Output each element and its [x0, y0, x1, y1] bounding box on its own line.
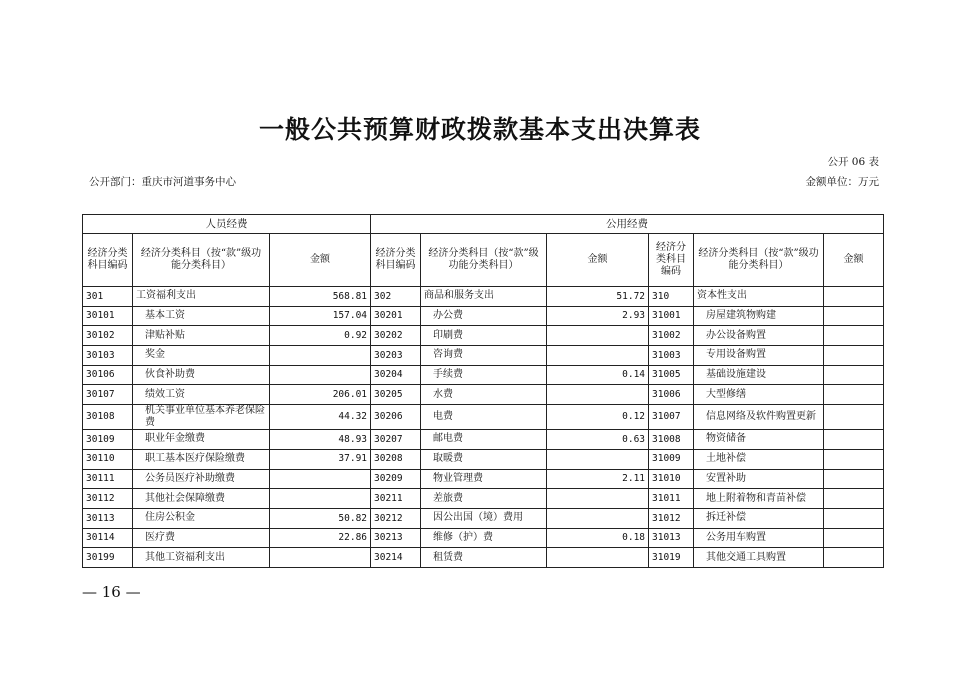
code-cell: 30108	[83, 405, 133, 430]
amount-cell: 0.92	[270, 326, 371, 346]
header-name: 经济分类科目（按“款”级功能分类科目）	[694, 234, 824, 287]
code-cell: 30114	[83, 528, 133, 548]
code-cell: 30201	[371, 306, 421, 326]
amount-cell: 37.91	[270, 449, 371, 469]
amount-cell	[547, 548, 649, 568]
table-row	[83, 528, 884, 548]
amount-cell	[547, 489, 649, 509]
code-cell: 302	[371, 287, 421, 307]
item-name-cell: 资本性支出	[694, 287, 824, 307]
code-cell: 30109	[83, 430, 133, 450]
page-title: 一般公共预算财政拨款基本支出决算表	[258, 115, 701, 144]
amount-cell	[270, 548, 371, 568]
item-name-cell: 土地补偿	[694, 449, 824, 469]
code-cell: 30110	[83, 449, 133, 469]
table-row	[83, 326, 884, 346]
code-cell: 30211	[371, 489, 421, 509]
table-row	[83, 489, 884, 509]
group-header-personnel: 人员经费	[83, 215, 371, 234]
amount-cell	[824, 365, 884, 385]
item-name-cell: 专用设备购置	[694, 346, 824, 366]
amount-cell	[824, 306, 884, 326]
item-name-cell: 物业管理费	[421, 469, 547, 489]
header-name: 经济分类科目（按“款”级功能分类科目）	[421, 234, 547, 287]
code-cell: 31005	[649, 365, 694, 385]
code-cell: 30113	[83, 508, 133, 528]
code-cell: 31012	[649, 508, 694, 528]
unit-label: 金额单位：万元	[805, 176, 879, 188]
code-cell: 30107	[83, 385, 133, 405]
item-name-cell: 绩效工资	[133, 385, 270, 405]
amount-cell: 0.12	[547, 405, 649, 430]
code-cell: 31010	[649, 469, 694, 489]
amount-cell	[824, 548, 884, 568]
amount-cell	[824, 528, 884, 548]
code-cell: 30207	[371, 430, 421, 450]
item-name-cell: 基本工资	[133, 306, 270, 326]
code-cell: 30205	[371, 385, 421, 405]
code-cell: 30213	[371, 528, 421, 548]
item-name-cell: 取暖费	[421, 449, 547, 469]
table-row	[83, 405, 884, 430]
expenditure-table	[82, 214, 884, 568]
item-name-cell: 其他社会保障缴费	[133, 489, 270, 509]
code-cell: 30202	[371, 326, 421, 346]
code-cell: 31006	[649, 385, 694, 405]
amount-cell: 0.18	[547, 528, 649, 548]
code-cell: 301	[83, 287, 133, 307]
page-number: — 16 —	[82, 583, 141, 601]
amount-cell	[270, 469, 371, 489]
amount-cell	[824, 346, 884, 366]
amount-cell	[547, 449, 649, 469]
code-cell: 30204	[371, 365, 421, 385]
item-name-cell: 差旅费	[421, 489, 547, 509]
item-name-cell: 因公出国（境）费用	[421, 508, 547, 528]
item-name-cell: 其他工资福利支出	[133, 548, 270, 568]
item-name-cell: 邮电费	[421, 430, 547, 450]
code-cell: 30112	[83, 489, 133, 509]
item-name-cell: 房屋建筑物购建	[694, 306, 824, 326]
item-name-cell: 水费	[421, 385, 547, 405]
amount-cell: 157.04	[270, 306, 371, 326]
header-amount: 金额	[824, 234, 884, 287]
code-cell: 30214	[371, 548, 421, 568]
item-name-cell: 商品和服务支出	[421, 287, 547, 307]
amount-cell	[547, 346, 649, 366]
code-cell: 30206	[371, 405, 421, 430]
item-name-cell: 咨询费	[421, 346, 547, 366]
amount-cell	[824, 469, 884, 489]
code-cell: 31002	[649, 326, 694, 346]
amount-cell	[824, 430, 884, 450]
table-number: 公开 06 表	[827, 156, 879, 168]
amount-cell	[824, 326, 884, 346]
item-name-cell: 信息网络及软件购置更新	[694, 405, 824, 430]
code-cell: 30209	[371, 469, 421, 489]
header-amount: 金额	[270, 234, 371, 287]
item-name-cell: 医疗费	[133, 528, 270, 548]
code-cell: 31007	[649, 405, 694, 430]
table-row	[83, 346, 884, 366]
table-row	[83, 508, 884, 528]
header-code: 经济分类科目编码	[649, 234, 694, 287]
amount-cell	[824, 508, 884, 528]
item-name-cell: 伙食补助费	[133, 365, 270, 385]
item-name-cell: 职业年金缴费	[133, 430, 270, 450]
item-name-cell: 机关事业单位基本养老保险费	[133, 405, 270, 430]
amount-cell: 568.81	[270, 287, 371, 307]
header-name: 经济分类科目（按“款”级功能分类科目）	[133, 234, 270, 287]
amount-cell: 206.01	[270, 385, 371, 405]
item-name-cell: 办公设备购置	[694, 326, 824, 346]
amount-cell: 44.32	[270, 405, 371, 430]
table-row	[83, 385, 884, 405]
code-cell: 30106	[83, 365, 133, 385]
table-row	[83, 430, 884, 450]
amount-cell	[547, 508, 649, 528]
amount-cell	[824, 287, 884, 307]
code-cell: 31003	[649, 346, 694, 366]
amount-cell	[824, 489, 884, 509]
code-cell: 30212	[371, 508, 421, 528]
table-row	[83, 548, 884, 568]
header-code: 经济分类科目编码	[83, 234, 133, 287]
item-name-cell: 基础设施建设	[694, 365, 824, 385]
item-name-cell: 手续费	[421, 365, 547, 385]
code-cell: 30208	[371, 449, 421, 469]
amount-cell: 50.82	[270, 508, 371, 528]
item-name-cell: 拆迁补偿	[694, 508, 824, 528]
amount-cell: 2.11	[547, 469, 649, 489]
table-row	[83, 469, 884, 489]
table-row	[83, 287, 884, 307]
amount-cell: 51.72	[547, 287, 649, 307]
item-name-cell: 安置补助	[694, 469, 824, 489]
item-name-cell: 租赁费	[421, 548, 547, 568]
item-name-cell: 物资储备	[694, 430, 824, 450]
code-cell: 30203	[371, 346, 421, 366]
code-cell: 30102	[83, 326, 133, 346]
item-name-cell: 职工基本医疗保险缴费	[133, 449, 270, 469]
amount-cell	[824, 385, 884, 405]
header-code: 经济分类科目编码	[371, 234, 421, 287]
code-cell: 30101	[83, 306, 133, 326]
code-cell: 31001	[649, 306, 694, 326]
amount-cell: 22.86	[270, 528, 371, 548]
table-row	[83, 306, 884, 326]
amount-cell	[270, 365, 371, 385]
amount-cell: 48.93	[270, 430, 371, 450]
code-cell: 31019	[649, 548, 694, 568]
item-name-cell: 地上附着物和青苗补偿	[694, 489, 824, 509]
code-cell: 30103	[83, 346, 133, 366]
table-row	[83, 365, 884, 385]
code-cell: 30199	[83, 548, 133, 568]
item-name-cell: 维修（护）费	[421, 528, 547, 548]
item-name-cell: 奖金	[133, 346, 270, 366]
amount-cell: 0.14	[547, 365, 649, 385]
item-name-cell: 工资福利支出	[133, 287, 270, 307]
item-name-cell: 电费	[421, 405, 547, 430]
item-name-cell: 公务员医疗补助缴费	[133, 469, 270, 489]
amount-cell	[824, 449, 884, 469]
amount-cell	[270, 346, 371, 366]
item-name-cell: 印刷费	[421, 326, 547, 346]
code-cell: 31009	[649, 449, 694, 469]
code-cell: 31013	[649, 528, 694, 548]
item-name-cell: 公务用车购置	[694, 528, 824, 548]
amount-cell	[547, 385, 649, 405]
amount-cell	[547, 326, 649, 346]
item-name-cell: 住房公积金	[133, 508, 270, 528]
code-cell: 31011	[649, 489, 694, 509]
item-name-cell: 其他交通工具购置	[694, 548, 824, 568]
amount-cell	[824, 405, 884, 430]
item-name-cell: 大型修缮	[694, 385, 824, 405]
amount-cell: 0.63	[547, 430, 649, 450]
item-name-cell: 办公费	[421, 306, 547, 326]
item-name-cell: 津贴补贴	[133, 326, 270, 346]
amount-cell	[270, 489, 371, 509]
table-row	[83, 449, 884, 469]
code-cell: 31008	[649, 430, 694, 450]
amount-cell: 2.93	[547, 306, 649, 326]
group-header-public: 公用经费	[371, 215, 884, 234]
header-amount: 金额	[547, 234, 649, 287]
code-cell: 310	[649, 287, 694, 307]
department-label: 公开部门：重庆市河道事务中心	[89, 176, 236, 188]
code-cell: 30111	[83, 469, 133, 489]
